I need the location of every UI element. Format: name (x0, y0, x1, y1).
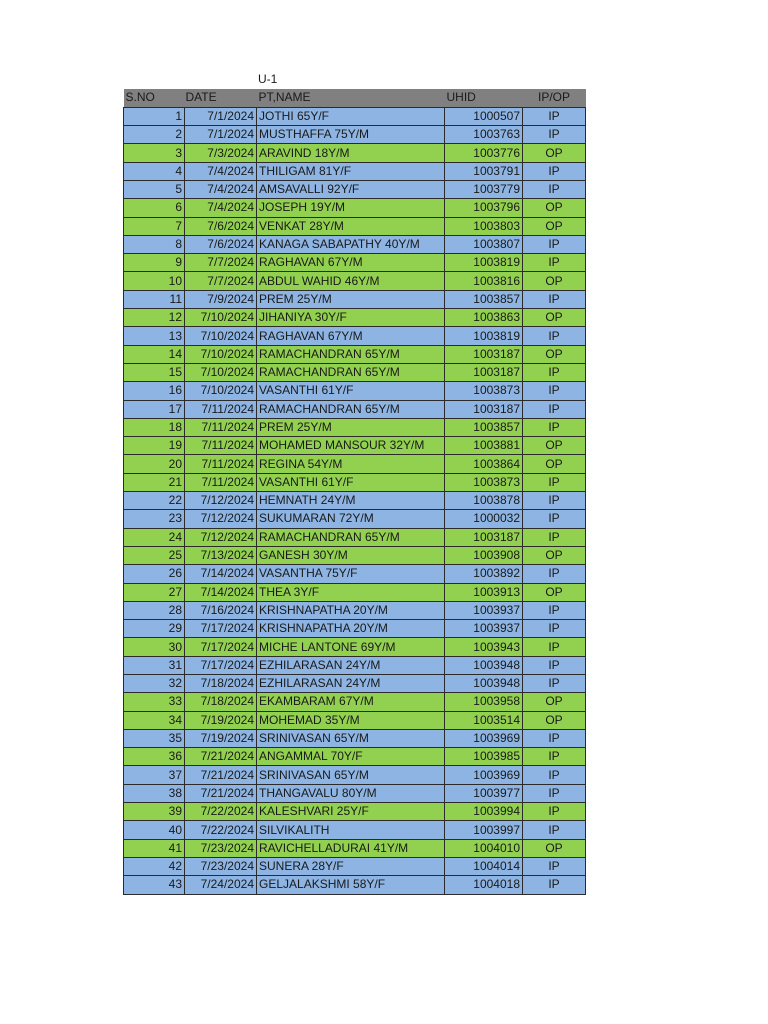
cell-ip-op: IP (523, 180, 586, 198)
cell-sno: 18 (124, 418, 185, 436)
cell-ip-op: IP (523, 528, 586, 546)
table-row (124, 601, 586, 619)
cell-ip-op: IP (523, 254, 586, 272)
cell-ip-op: IP (523, 290, 586, 308)
cell-sno: 34 (124, 711, 185, 729)
cell-uhid: 1003796 (445, 199, 523, 217)
cell-date: 7/14/2024 (185, 583, 257, 601)
cell-uhid: 1003937 (445, 620, 523, 638)
patient-register-table (123, 89, 586, 895)
cell-uhid: 1003948 (445, 656, 523, 674)
table-row (124, 327, 586, 345)
cell-uhid: 1003807 (445, 235, 523, 253)
cell-date: 7/9/2024 (185, 290, 257, 308)
cell-date: 7/10/2024 (185, 345, 257, 363)
header-sno: S.NO (124, 89, 185, 107)
cell-uhid: 1003187 (445, 400, 523, 418)
cell-uhid: 1003816 (445, 272, 523, 290)
cell-patient-name: VASANTHI 61Y/F (257, 382, 445, 400)
cell-date: 7/23/2024 (185, 839, 257, 857)
cell-uhid: 1003994 (445, 803, 523, 821)
cell-sno: 28 (124, 601, 185, 619)
cell-date: 7/4/2024 (185, 162, 257, 180)
cell-ip-op: IP (523, 327, 586, 345)
cell-patient-name: ANGAMMAL 70Y/F (257, 748, 445, 766)
cell-patient-name: PREM 25Y/M (257, 290, 445, 308)
cell-sno: 3 (124, 144, 185, 162)
cell-patient-name: KANAGA SABAPATHY 40Y/M (257, 235, 445, 253)
header-uhid: UHID (445, 89, 523, 107)
cell-sno: 5 (124, 180, 185, 198)
table-row (124, 528, 586, 546)
cell-uhid: 1003985 (445, 748, 523, 766)
cell-date: 7/17/2024 (185, 620, 257, 638)
cell-sno: 42 (124, 857, 185, 875)
table-row (124, 309, 586, 327)
cell-sno: 26 (124, 565, 185, 583)
cell-patient-name: HEMNATH 24Y/M (257, 492, 445, 510)
cell-patient-name: SUNERA 28Y/F (257, 857, 445, 875)
cell-date: 7/11/2024 (185, 473, 257, 491)
header-date: DATE (185, 89, 257, 107)
cell-sno: 11 (124, 290, 185, 308)
cell-date: 7/11/2024 (185, 400, 257, 418)
cell-uhid: 1003857 (445, 290, 523, 308)
table-row (124, 382, 586, 400)
cell-patient-name: GANESH 30Y/M (257, 546, 445, 564)
cell-date: 7/1/2024 (185, 107, 257, 125)
table-body (124, 107, 586, 894)
table-row (124, 235, 586, 253)
cell-date: 7/7/2024 (185, 254, 257, 272)
cell-ip-op: OP (523, 217, 586, 235)
cell-uhid: 1003819 (445, 254, 523, 272)
cell-date: 7/4/2024 (185, 180, 257, 198)
cell-ip-op: IP (523, 729, 586, 747)
cell-sno: 24 (124, 528, 185, 546)
cell-ip-op: OP (523, 199, 586, 217)
cell-sno: 36 (124, 748, 185, 766)
table-row (124, 821, 586, 839)
sheet-title: U-1 (258, 72, 278, 86)
table-row (124, 473, 586, 491)
cell-date: 7/1/2024 (185, 126, 257, 144)
cell-date: 7/21/2024 (185, 784, 257, 802)
cell-ip-op: IP (523, 107, 586, 125)
cell-ip-op: OP (523, 144, 586, 162)
cell-date: 7/6/2024 (185, 217, 257, 235)
cell-ip-op: IP (523, 162, 586, 180)
cell-uhid: 1004014 (445, 857, 523, 875)
table-row (124, 876, 586, 894)
cell-date: 7/11/2024 (185, 418, 257, 436)
table-row (124, 107, 586, 125)
cell-sno: 40 (124, 821, 185, 839)
table-row (124, 217, 586, 235)
cell-ip-op: IP (523, 363, 586, 381)
cell-patient-name: THILIGAM 81Y/F (257, 162, 445, 180)
cell-ip-op: IP (523, 126, 586, 144)
cell-uhid: 1003881 (445, 437, 523, 455)
table-row (124, 492, 586, 510)
table-row (124, 345, 586, 363)
cell-uhid: 1003908 (445, 546, 523, 564)
table-row (124, 272, 586, 290)
cell-sno: 13 (124, 327, 185, 345)
cell-patient-name: MOHAMED MANSOUR 32Y/M (257, 437, 445, 455)
cell-sno: 31 (124, 656, 185, 674)
cell-ip-op: IP (523, 382, 586, 400)
cell-uhid: 1000032 (445, 510, 523, 528)
cell-sno: 2 (124, 126, 185, 144)
cell-patient-name: SILVIKALITH (257, 821, 445, 839)
table-row (124, 565, 586, 583)
cell-sno: 14 (124, 345, 185, 363)
cell-patient-name: RAMACHANDRAN 65Y/M (257, 528, 445, 546)
table-row (124, 546, 586, 564)
table-row (124, 290, 586, 308)
cell-uhid: 1003958 (445, 693, 523, 711)
cell-patient-name: RAMACHANDRAN 65Y/M (257, 363, 445, 381)
cell-patient-name: JIHANIYA 30Y/F (257, 309, 445, 327)
cell-ip-op: IP (523, 748, 586, 766)
cell-ip-op: OP (523, 693, 586, 711)
cell-patient-name: RAGHAVAN 67Y/M (257, 254, 445, 272)
cell-patient-name: KALESHVARI 25Y/F (257, 803, 445, 821)
cell-sno: 16 (124, 382, 185, 400)
cell-ip-op: OP (523, 839, 586, 857)
cell-date: 7/18/2024 (185, 675, 257, 693)
cell-patient-name: SRINIVASAN 65Y/M (257, 766, 445, 784)
cell-patient-name: RAMACHANDRAN 65Y/M (257, 400, 445, 418)
cell-ip-op: IP (523, 638, 586, 656)
table-row (124, 693, 586, 711)
cell-sno: 9 (124, 254, 185, 272)
table-row (124, 162, 586, 180)
cell-sno: 8 (124, 235, 185, 253)
cell-patient-name: MOHEMAD 35Y/M (257, 711, 445, 729)
table-row (124, 784, 586, 802)
cell-date: 7/24/2024 (185, 876, 257, 894)
table-row (124, 857, 586, 875)
cell-sno: 17 (124, 400, 185, 418)
cell-uhid: 1003878 (445, 492, 523, 510)
cell-sno: 29 (124, 620, 185, 638)
table-row (124, 455, 586, 473)
table-row (124, 803, 586, 821)
cell-patient-name: GELJALAKSHMI 58Y/F (257, 876, 445, 894)
cell-sno: 15 (124, 363, 185, 381)
cell-patient-name: THANGAVALU 80Y/M (257, 784, 445, 802)
cell-date: 7/23/2024 (185, 857, 257, 875)
cell-uhid: 1003776 (445, 144, 523, 162)
cell-sno: 10 (124, 272, 185, 290)
cell-date: 7/6/2024 (185, 235, 257, 253)
cell-uhid: 1003873 (445, 382, 523, 400)
cell-patient-name: MICHE LANTONE 69Y/M (257, 638, 445, 656)
cell-ip-op: IP (523, 620, 586, 638)
cell-uhid: 1003969 (445, 766, 523, 784)
table-row (124, 418, 586, 436)
table-row (124, 620, 586, 638)
cell-patient-name: RAGHAVAN 67Y/M (257, 327, 445, 345)
cell-ip-op: OP (523, 583, 586, 601)
cell-uhid: 1004018 (445, 876, 523, 894)
cell-ip-op: IP (523, 473, 586, 491)
cell-date: 7/21/2024 (185, 748, 257, 766)
cell-date: 7/19/2024 (185, 729, 257, 747)
cell-ip-op: OP (523, 309, 586, 327)
cell-patient-name: RAMACHANDRAN 65Y/M (257, 345, 445, 363)
cell-uhid: 1000507 (445, 107, 523, 125)
cell-sno: 20 (124, 455, 185, 473)
cell-patient-name: SRINIVASAN 65Y/M (257, 729, 445, 747)
cell-sno: 21 (124, 473, 185, 491)
cell-uhid: 1003892 (445, 565, 523, 583)
cell-sno: 12 (124, 309, 185, 327)
cell-patient-name: JOSEPH 19Y/M (257, 199, 445, 217)
table-row (124, 144, 586, 162)
cell-ip-op: IP (523, 675, 586, 693)
table-row (124, 766, 586, 784)
cell-uhid: 1003863 (445, 309, 523, 327)
cell-patient-name: REGINA 54Y/M (257, 455, 445, 473)
table-row (124, 638, 586, 656)
cell-ip-op: IP (523, 656, 586, 674)
cell-uhid: 1003187 (445, 345, 523, 363)
cell-ip-op: IP (523, 766, 586, 784)
cell-ip-op: OP (523, 711, 586, 729)
cell-date: 7/4/2024 (185, 199, 257, 217)
cell-ip-op: IP (523, 876, 586, 894)
cell-ip-op: IP (523, 857, 586, 875)
table-row (124, 400, 586, 418)
cell-ip-op: IP (523, 400, 586, 418)
cell-uhid: 1003943 (445, 638, 523, 656)
cell-uhid: 1003948 (445, 675, 523, 693)
cell-date: 7/11/2024 (185, 437, 257, 455)
header-row (124, 89, 586, 107)
cell-patient-name: KRISHNAPATHA 20Y/M (257, 601, 445, 619)
cell-sno: 32 (124, 675, 185, 693)
cell-sno: 19 (124, 437, 185, 455)
cell-date: 7/17/2024 (185, 656, 257, 674)
table-row (124, 656, 586, 674)
cell-uhid: 1003937 (445, 601, 523, 619)
cell-patient-name: VASANTHI 61Y/F (257, 473, 445, 491)
cell-patient-name: EZHILARASAN 24Y/M (257, 656, 445, 674)
table-row (124, 363, 586, 381)
cell-sno: 4 (124, 162, 185, 180)
cell-patient-name: EZHILARASAN 24Y/M (257, 675, 445, 693)
table-row (124, 675, 586, 693)
table-row (124, 729, 586, 747)
cell-ip-op: OP (523, 437, 586, 455)
cell-date: 7/17/2024 (185, 638, 257, 656)
cell-patient-name: VENKAT 28Y/M (257, 217, 445, 235)
cell-patient-name: VASANTHA 75Y/F (257, 565, 445, 583)
cell-ip-op: IP (523, 510, 586, 528)
cell-sno: 35 (124, 729, 185, 747)
cell-uhid: 1003969 (445, 729, 523, 747)
table-row (124, 839, 586, 857)
cell-ip-op: IP (523, 821, 586, 839)
table-row (124, 510, 586, 528)
cell-patient-name: ABDUL WAHID 46Y/M (257, 272, 445, 290)
header-ip-op: IP/OP (523, 89, 586, 107)
cell-date: 7/10/2024 (185, 382, 257, 400)
cell-ip-op: IP (523, 492, 586, 510)
header-patient-name: PT,NAME (257, 89, 445, 107)
cell-sno: 23 (124, 510, 185, 528)
cell-sno: 43 (124, 876, 185, 894)
cell-uhid: 1003913 (445, 583, 523, 601)
cell-sno: 30 (124, 638, 185, 656)
cell-uhid: 1003873 (445, 473, 523, 491)
cell-sno: 27 (124, 583, 185, 601)
cell-uhid: 1003857 (445, 418, 523, 436)
cell-date: 7/14/2024 (185, 565, 257, 583)
cell-sno: 6 (124, 199, 185, 217)
cell-uhid: 1003997 (445, 821, 523, 839)
cell-uhid: 1003779 (445, 180, 523, 198)
cell-uhid: 1003763 (445, 126, 523, 144)
cell-date: 7/10/2024 (185, 309, 257, 327)
cell-ip-op: IP (523, 565, 586, 583)
table-row (124, 126, 586, 144)
cell-ip-op: IP (523, 235, 586, 253)
cell-date: 7/3/2024 (185, 144, 257, 162)
table-row (124, 254, 586, 272)
cell-date: 7/12/2024 (185, 528, 257, 546)
cell-sno: 41 (124, 839, 185, 857)
cell-patient-name: JOTHI 65Y/F (257, 107, 445, 125)
cell-uhid: 1003791 (445, 162, 523, 180)
cell-sno: 33 (124, 693, 185, 711)
cell-ip-op: IP (523, 601, 586, 619)
cell-date: 7/18/2024 (185, 693, 257, 711)
cell-uhid: 1004010 (445, 839, 523, 857)
cell-date: 7/13/2024 (185, 546, 257, 564)
cell-sno: 39 (124, 803, 185, 821)
cell-date: 7/19/2024 (185, 711, 257, 729)
table-row (124, 437, 586, 455)
cell-ip-op: IP (523, 803, 586, 821)
table-row (124, 711, 586, 729)
cell-patient-name: PREM 25Y/M (257, 418, 445, 436)
table-row (124, 748, 586, 766)
cell-ip-op: OP (523, 546, 586, 564)
cell-date: 7/22/2024 (185, 803, 257, 821)
cell-uhid: 1003187 (445, 363, 523, 381)
cell-ip-op: IP (523, 418, 586, 436)
cell-patient-name: AMSAVALLI 92Y/F (257, 180, 445, 198)
cell-date: 7/12/2024 (185, 510, 257, 528)
cell-date: 7/16/2024 (185, 601, 257, 619)
cell-sno: 1 (124, 107, 185, 125)
cell-sno: 38 (124, 784, 185, 802)
cell-uhid: 1003187 (445, 528, 523, 546)
cell-sno: 25 (124, 546, 185, 564)
cell-uhid: 1003864 (445, 455, 523, 473)
cell-date: 7/22/2024 (185, 821, 257, 839)
cell-uhid: 1003977 (445, 784, 523, 802)
cell-sno: 37 (124, 766, 185, 784)
cell-ip-op: OP (523, 455, 586, 473)
cell-patient-name: THEA 3Y/F (257, 583, 445, 601)
cell-ip-op: OP (523, 272, 586, 290)
cell-uhid: 1003514 (445, 711, 523, 729)
cell-uhid: 1003803 (445, 217, 523, 235)
cell-sno: 7 (124, 217, 185, 235)
cell-date: 7/12/2024 (185, 492, 257, 510)
cell-date: 7/10/2024 (185, 363, 257, 381)
cell-patient-name: SUKUMARAN 72Y/M (257, 510, 445, 528)
cell-date: 7/11/2024 (185, 455, 257, 473)
cell-patient-name: KRISHNAPATHA 20Y/M (257, 620, 445, 638)
cell-date: 7/10/2024 (185, 327, 257, 345)
cell-sno: 22 (124, 492, 185, 510)
cell-patient-name: MUSTHAFFA 75Y/M (257, 126, 445, 144)
cell-date: 7/21/2024 (185, 766, 257, 784)
cell-uhid: 1003819 (445, 327, 523, 345)
cell-ip-op: IP (523, 784, 586, 802)
table-row (124, 199, 586, 217)
table-row (124, 180, 586, 198)
cell-patient-name: ARAVIND 18Y/M (257, 144, 445, 162)
cell-patient-name: RAVICHELLADURAI 41Y/M (257, 839, 445, 857)
cell-patient-name: EKAMBARAM 67Y/M (257, 693, 445, 711)
cell-date: 7/7/2024 (185, 272, 257, 290)
cell-ip-op: OP (523, 345, 586, 363)
table-row (124, 583, 586, 601)
